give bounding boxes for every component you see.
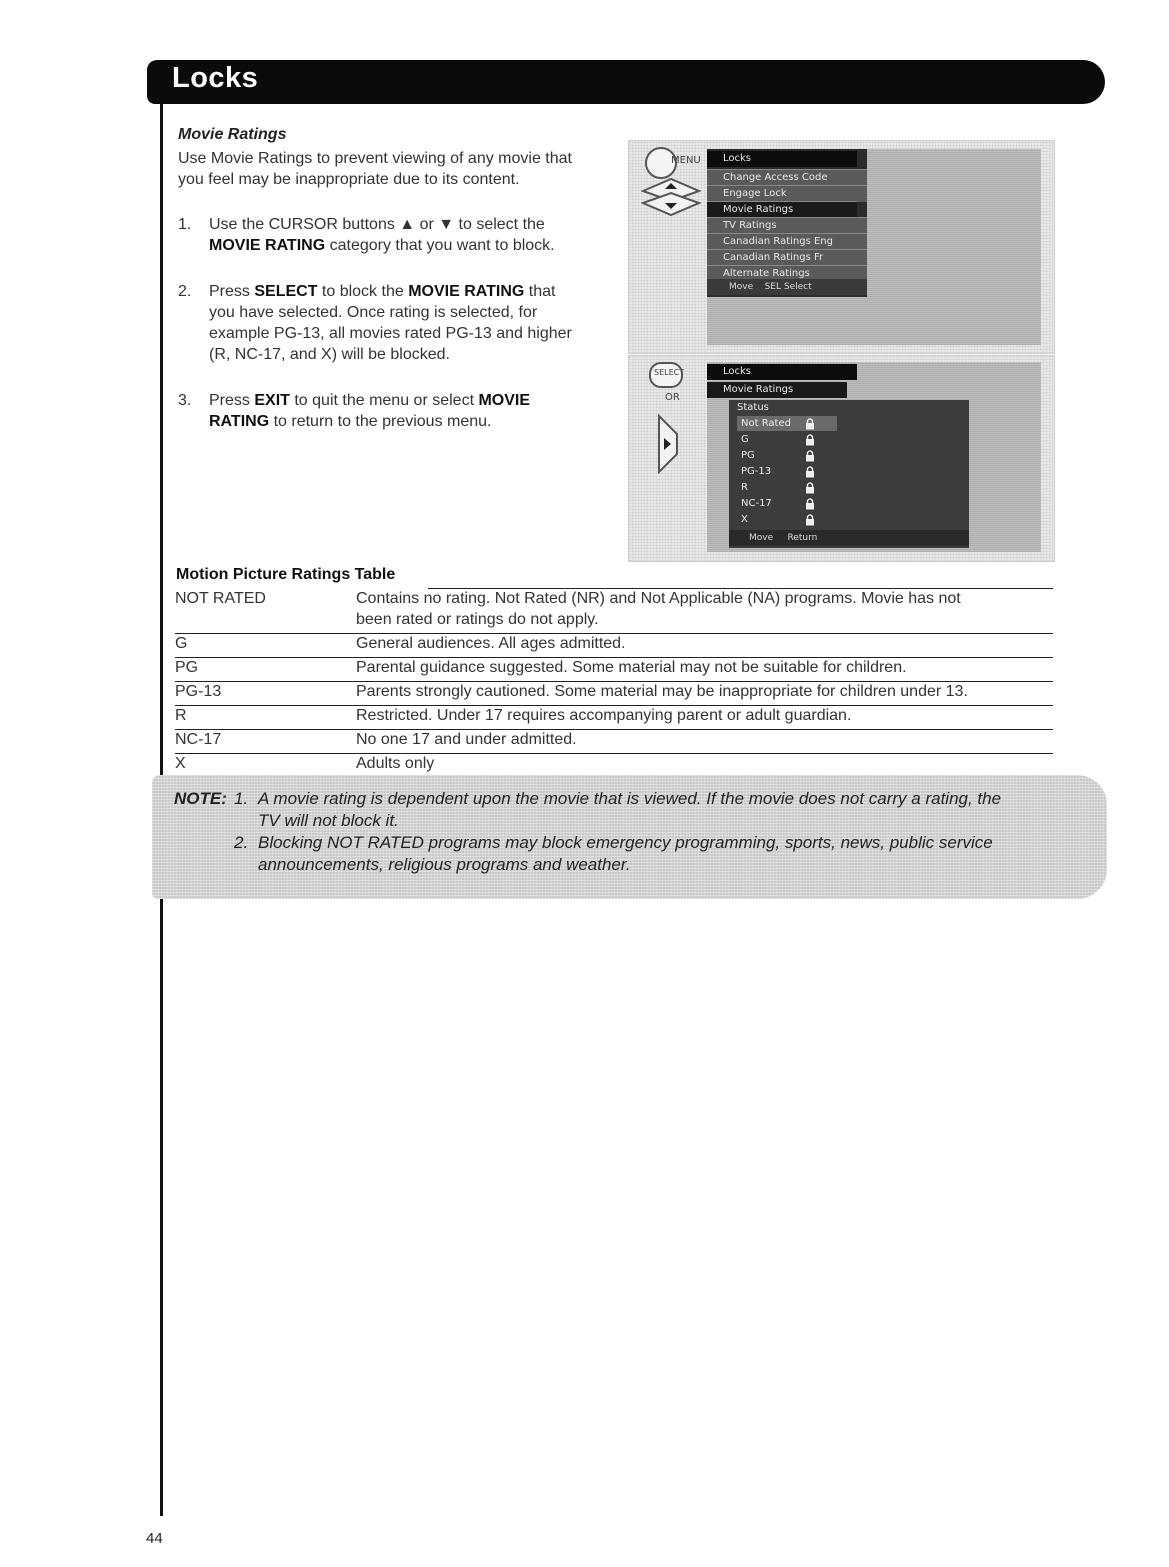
rating-option-label: PG bbox=[741, 450, 755, 461]
description-line: Use Movie Ratings to prevent viewing of any movie that bbox=[178, 150, 572, 167]
note-line: Blocking NOT RATED programs may block emergency programming, sports, news, public service bbox=[258, 833, 993, 852]
table-rule bbox=[175, 633, 1053, 634]
note-line: announcements, religious programs and weather. bbox=[258, 855, 631, 874]
rating-code: NC-17 bbox=[175, 731, 222, 748]
step-line: Use the CURSOR buttons ▲ or ▼ to select the bbox=[209, 216, 545, 233]
menu-title: Locks bbox=[707, 151, 857, 167]
or-label: OR bbox=[665, 392, 680, 403]
locks-menu bbox=[707, 362, 857, 402]
menu-title: Locks bbox=[707, 364, 857, 380]
rating-option[interactable] bbox=[737, 448, 837, 463]
lock-icon bbox=[805, 514, 815, 531]
submenu-title: Movie Ratings bbox=[707, 382, 847, 398]
rating-option-label: R bbox=[741, 482, 748, 493]
footer-move: Move bbox=[729, 282, 754, 292]
step-line: (R, NC-17, and X) will be blocked. bbox=[209, 346, 450, 363]
rating-code: G bbox=[175, 635, 188, 652]
menu-button-label: MENU bbox=[671, 155, 701, 166]
menu-item[interactable]: Canadian Ratings Fr bbox=[707, 249, 867, 266]
rating-option-label: Not Rated bbox=[741, 418, 791, 429]
rating-description: No one 17 and under admitted. bbox=[356, 731, 577, 748]
rating-option-label: G bbox=[741, 434, 749, 445]
rating-code: PG-13 bbox=[175, 683, 222, 700]
rating-option[interactable] bbox=[737, 432, 837, 447]
note-item-number: 1. bbox=[234, 789, 249, 808]
table-rule bbox=[428, 588, 1053, 589]
section-description bbox=[178, 148, 628, 190]
note-box bbox=[152, 775, 1107, 899]
step-line: Press SELECT to block the MOVIE RATING that bbox=[209, 283, 556, 300]
table-rule bbox=[175, 753, 1053, 754]
footer-return: Return bbox=[787, 533, 818, 543]
table-title: Motion Picture Ratings Table bbox=[176, 566, 396, 583]
rating-option[interactable] bbox=[737, 464, 837, 479]
section-title: Movie Ratings bbox=[178, 126, 287, 143]
locks-menu bbox=[707, 149, 867, 297]
tv-screen bbox=[707, 362, 1041, 552]
page-number: 44 bbox=[146, 1530, 163, 1547]
footer-select: SEL Select bbox=[764, 282, 812, 292]
tv-screen bbox=[707, 149, 1041, 345]
note-item-number: 2. bbox=[234, 833, 249, 852]
menu-footer bbox=[707, 279, 867, 295]
rating-code: PG bbox=[175, 659, 199, 676]
step-number: 1. bbox=[178, 216, 192, 233]
step-number: 3. bbox=[178, 392, 192, 409]
note-line: TV will not block it. bbox=[258, 811, 399, 830]
page-title: Locks bbox=[172, 62, 259, 94]
rating-code: X bbox=[175, 755, 186, 772]
rating-option-label: NC-17 bbox=[741, 498, 772, 509]
rating-option-label: X bbox=[741, 514, 748, 525]
menu-screenshot-2 bbox=[628, 355, 1055, 562]
menu-item[interactable]: TV Ratings bbox=[707, 217, 867, 234]
menu-screenshot-1 bbox=[628, 140, 1055, 354]
menu-item[interactable]: Engage Lock bbox=[707, 185, 867, 202]
table-rule bbox=[175, 705, 1053, 706]
rating-description: been rated or ratings do not apply. bbox=[356, 611, 599, 628]
step-line: example PG-13, all movies rated PG-13 and higher bbox=[209, 325, 572, 342]
select-button-label: SELECT bbox=[654, 368, 685, 377]
step-text bbox=[209, 281, 619, 365]
header-banner bbox=[147, 60, 1105, 104]
rating-option[interactable] bbox=[737, 416, 837, 431]
rating-description: Restricted. Under 17 requires accompanying parent or adult guardian. bbox=[356, 707, 852, 724]
rating-code: NOT RATED bbox=[175, 590, 266, 607]
description-line: you feel may be inappropriate due to its content. bbox=[178, 171, 520, 188]
rating-option[interactable] bbox=[737, 480, 837, 495]
note-line: A movie rating is dependent upon the movie that is viewed. If the movie does not carry a rating, the bbox=[258, 789, 1002, 808]
table-rule bbox=[175, 657, 1053, 658]
rating-code: R bbox=[175, 707, 187, 724]
footer-move: Move bbox=[749, 533, 774, 543]
note-label: NOTE: bbox=[174, 789, 227, 808]
cursor-up-down-icon bbox=[641, 177, 701, 217]
step-number: 2. bbox=[178, 283, 192, 300]
rating-option[interactable] bbox=[737, 512, 837, 527]
rating-description: Parents strongly cautioned. Some material may be inappropriate for children under 13. bbox=[356, 683, 968, 700]
step-line: Press EXIT to quit the menu or select MOVIE bbox=[209, 392, 531, 409]
step-line: RATING to return to the previous menu. bbox=[209, 413, 492, 430]
menu-item[interactable]: Change Access Code bbox=[707, 169, 867, 186]
panel-footer bbox=[729, 530, 969, 546]
table-rule bbox=[175, 729, 1053, 730]
rating-option-label: PG-13 bbox=[741, 466, 772, 477]
step-text bbox=[209, 390, 619, 432]
menu-item[interactable]: Movie Ratings bbox=[707, 201, 857, 218]
rating-description: Parental guidance suggested. Some material may not be suitable for children. bbox=[356, 659, 907, 676]
rating-description: Contains no rating. Not Rated (NR) and Not Applicable (NA) programs. Movie has not bbox=[356, 590, 961, 607]
cursor-right-icon bbox=[651, 414, 681, 474]
menu-item[interactable]: Alternate Ratings bbox=[707, 265, 867, 282]
rating-option[interactable] bbox=[737, 496, 837, 511]
movie-ratings-panel bbox=[729, 400, 969, 548]
status-label: Status bbox=[737, 402, 769, 413]
step-text bbox=[209, 214, 619, 256]
table-rule bbox=[175, 681, 1053, 682]
step-line: you have selected. Once rating is selected, for bbox=[209, 304, 538, 321]
rating-description: Adults only bbox=[356, 755, 435, 772]
rating-description: General audiences. All ages admitted. bbox=[356, 635, 626, 652]
menu-item[interactable]: Canadian Ratings Eng bbox=[707, 233, 867, 250]
step-line: MOVIE RATING category that you want to block. bbox=[209, 237, 555, 254]
